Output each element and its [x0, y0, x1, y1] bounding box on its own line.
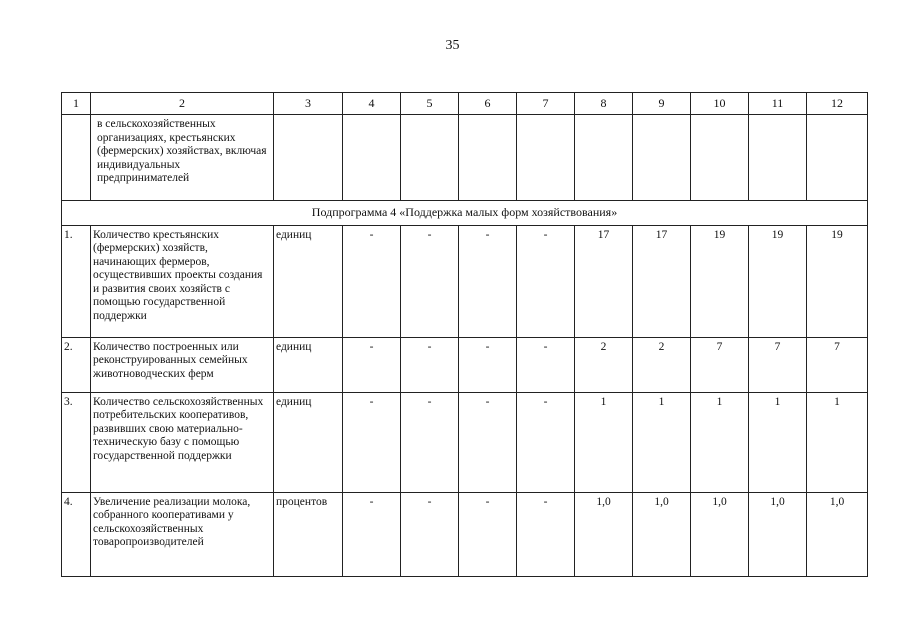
value-cell: - [343, 492, 401, 576]
value-cell: 1,0 [633, 492, 691, 576]
column-header: 8 [575, 93, 633, 115]
column-header: 7 [517, 93, 575, 115]
indicator-name: Количество крестьянских (фермерских) хозяйств, начинающих фермеров, осуществивших проекты создания и развития своих хозяйств с помощью государственной поддержки [91, 225, 274, 337]
row-number: 4. [62, 492, 91, 576]
column-header: 9 [633, 93, 691, 115]
row-number: 1. [62, 225, 91, 337]
value-cell: - [517, 392, 575, 492]
value-cell: 19 [807, 225, 868, 337]
value-cell: - [401, 492, 459, 576]
value-cell: - [459, 392, 517, 492]
column-number-header-row [62, 93, 868, 115]
value-cell: 17 [575, 225, 633, 337]
value-cell: - [401, 337, 459, 392]
value-cell: - [517, 337, 575, 392]
value-cell: 1 [807, 392, 868, 492]
column-header: 4 [343, 93, 401, 115]
continuation-text: в сельскохозяйственных организациях, крестьянских (фермерских) хозяйствах, включая индивидуальных предпринимателей [91, 115, 274, 201]
value-cell: 1 [575, 392, 633, 492]
value-cell: 1,0 [691, 492, 749, 576]
unit-cell: процентов [274, 492, 343, 576]
value-cell: 17 [633, 225, 691, 337]
value-cell: 1 [749, 392, 807, 492]
table-row [62, 392, 868, 492]
continuation-row [62, 115, 868, 201]
column-header: 3 [274, 93, 343, 115]
value-cell: - [343, 225, 401, 337]
indicator-name: Увеличение реализации молока, собранного кооперативами у сельскохозяйственных товаропроизводителей [91, 492, 274, 576]
column-header: 2 [91, 93, 274, 115]
value-cell: - [401, 225, 459, 337]
indicator-name: Количество построенных или реконструированных семейных животноводческих ферм [91, 337, 274, 392]
value-cell: - [459, 337, 517, 392]
column-header: 11 [749, 93, 807, 115]
value-cell: 1,0 [749, 492, 807, 576]
value-cell: 7 [807, 337, 868, 392]
value-cell: - [401, 392, 459, 492]
unit-cell: единиц [274, 337, 343, 392]
value-cell: 1,0 [575, 492, 633, 576]
section-row [62, 201, 868, 226]
column-header: 5 [401, 93, 459, 115]
unit-cell: единиц [274, 225, 343, 337]
row-number: 2. [62, 337, 91, 392]
value-cell: 1,0 [807, 492, 868, 576]
value-cell: 2 [575, 337, 633, 392]
section-title: Подпрограмма 4 «Поддержка малых форм хозяйствования» [62, 201, 868, 226]
value-cell: - [343, 337, 401, 392]
value-cell: 7 [749, 337, 807, 392]
column-header: 6 [459, 93, 517, 115]
column-header: 10 [691, 93, 749, 115]
value-cell: 19 [691, 225, 749, 337]
indicator-name: Количество сельскохозяйственных потребительских кооперативов, развивших свою материально-техническую базу с помощью государственной поддержки [91, 392, 274, 492]
value-cell: 19 [749, 225, 807, 337]
column-header: 1 [62, 93, 91, 115]
table-row [62, 492, 868, 576]
column-header: 12 [807, 93, 868, 115]
value-cell: - [459, 492, 517, 576]
value-cell: - [517, 492, 575, 576]
value-cell: 7 [691, 337, 749, 392]
table-row [62, 225, 868, 337]
table-row [62, 337, 868, 392]
value-cell: 2 [633, 337, 691, 392]
value-cell: 1 [633, 392, 691, 492]
page-number: 35 [445, 38, 460, 53]
value-cell: 1 [691, 392, 749, 492]
row-number: 3. [62, 392, 91, 492]
value-cell: - [517, 225, 575, 337]
value-cell: - [459, 225, 517, 337]
unit-cell: единиц [274, 392, 343, 492]
indicators-table [61, 92, 868, 577]
value-cell: - [343, 392, 401, 492]
